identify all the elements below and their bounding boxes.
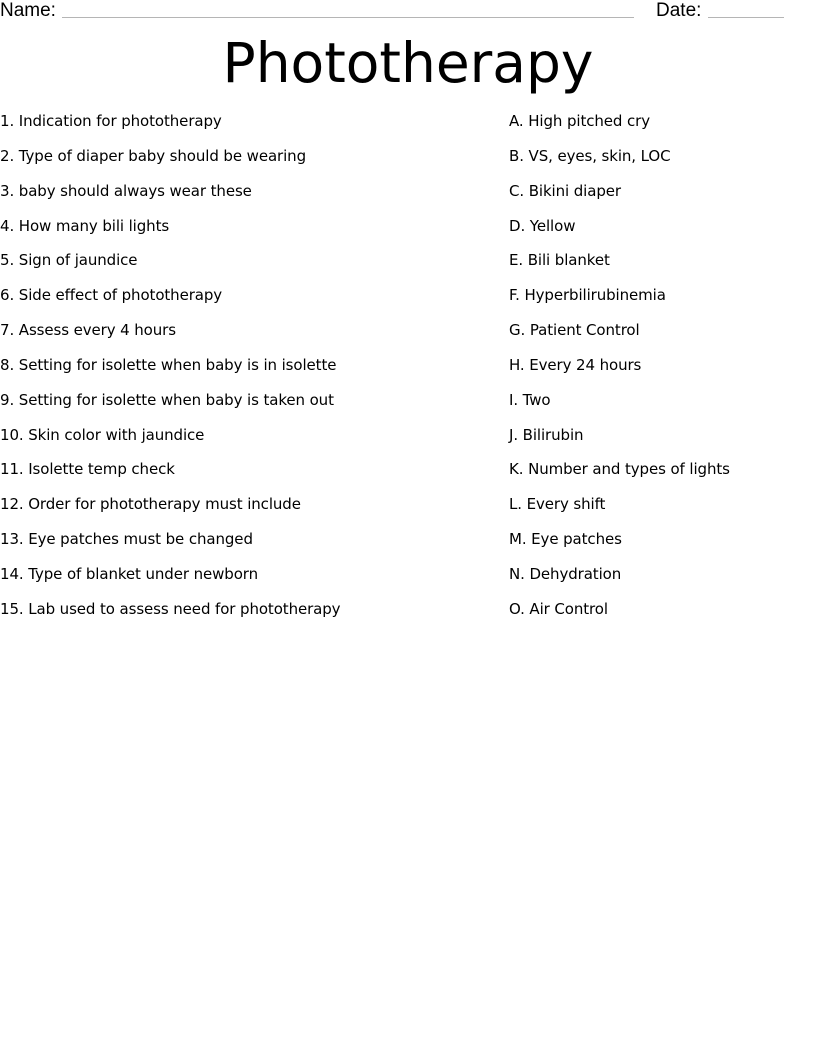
question-item: 14. Type of blanket under newborn: [0, 564, 258, 583]
question-item: 2. Type of diaper baby should be wearing: [0, 146, 307, 165]
question-item: 12. Order for phototherapy must include: [0, 495, 301, 514]
question-item: 5. Sign of jaundice: [0, 251, 138, 270]
answer-item: M. Eye patches: [509, 530, 622, 549]
answer-item: K. Number and types of lights: [509, 460, 730, 479]
question-item: 1. Indication for phototherapy: [0, 112, 222, 130]
date-blank-line: [708, 17, 784, 18]
page-title: Phototherapy: [222, 31, 594, 95]
questions-list: [0, 104, 490, 627]
name-blank-line: [62, 17, 634, 18]
question-item: 6. Side effect of phototherapy: [0, 286, 223, 305]
answer-item: F. Hyperbilirubinemia: [509, 286, 666, 305]
question-item: 4. How many bili lights: [0, 216, 170, 235]
answer-item: C. Bikini diaper: [509, 181, 621, 200]
answer-item: I. Two: [509, 390, 551, 409]
question-item: 11. Isolette temp check: [0, 460, 175, 479]
answer-item: A. High pitched cry: [509, 112, 651, 130]
worksheet-header: [0, 0, 816, 24]
answer-item: L. Every shift: [509, 495, 606, 514]
answer-item: N. Dehydration: [509, 564, 622, 583]
answer-item: H. Every 24 hours: [509, 355, 642, 374]
question-item: 9. Setting for isolette when baby is taken out: [0, 390, 334, 409]
answer-item: O. Air Control: [509, 599, 608, 618]
question-item: 3. baby should always wear these: [0, 181, 252, 200]
question-item: 15. Lab used to assess need for phototherapy: [0, 599, 341, 618]
answer-item: D. Yellow: [509, 216, 576, 235]
question-item: 8. Setting for isolette when baby is in isolette: [0, 355, 337, 374]
answer-item: B. VS, eyes, skin, LOC: [509, 146, 671, 165]
question-item: 13. Eye patches must be changed: [0, 530, 253, 549]
answer-item: G. Patient Control: [509, 321, 640, 340]
date-label: Date:: [656, 0, 702, 21]
question-item: 10. Skin color with jaundice: [0, 425, 205, 444]
answer-item: J. Bilirubin: [509, 425, 584, 444]
answers-list: [509, 104, 809, 627]
question-item: 7. Assess every 4 hours: [0, 321, 176, 340]
name-label: Name:: [0, 0, 56, 21]
answer-item: E. Bili blanket: [509, 251, 610, 270]
